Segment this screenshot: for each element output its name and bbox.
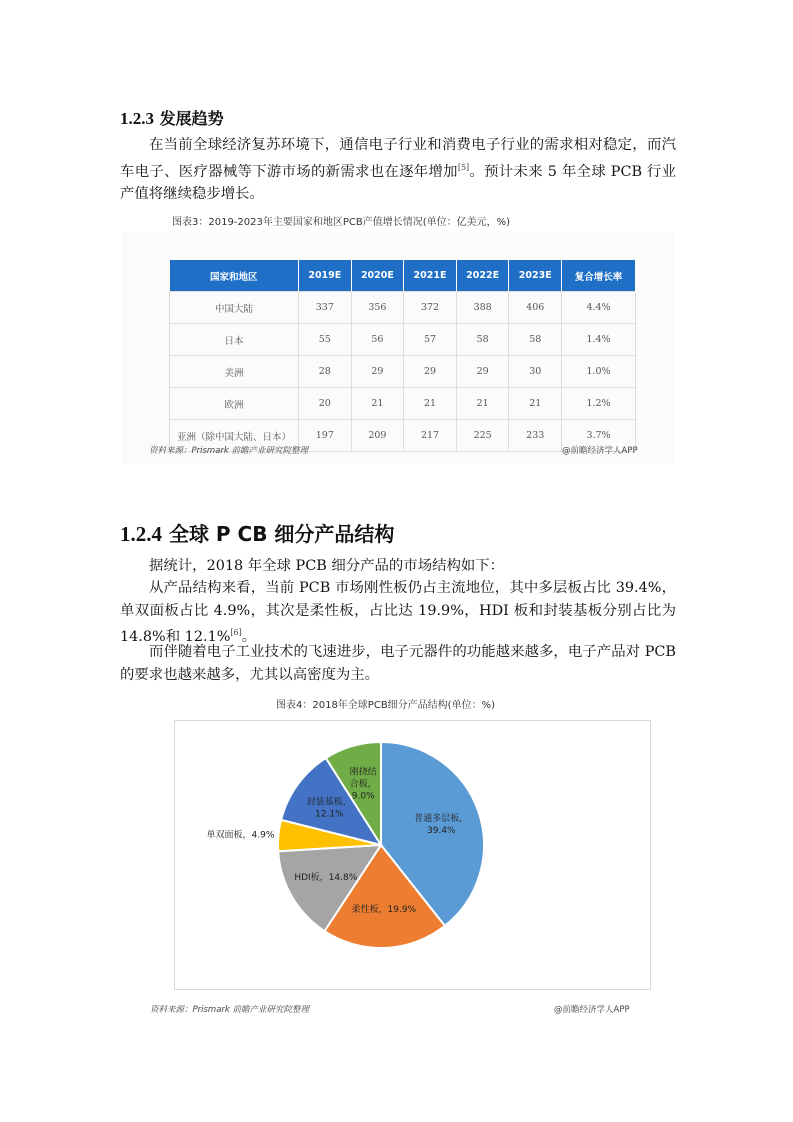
paragraph-text: 在当前全球经济复苏环境下，通信电子行业和消费电子行业的需求相对稳定，而汽车电子、医疗器械等下游市场的新需求也在逐年增加 [120,137,676,180]
paragraph-high-density: 而伴随着电子工业技术的飞速进步，电子元器件的功能越来越多，电子产品对 PCB 的要求也越来越多，尤其以高密度为主。 [120,644,676,683]
table-header-cell: 2022E [456,260,509,292]
table-cell: 1.2% [562,388,636,420]
table-cell: 337 [299,292,352,324]
table-cell: 日本 [170,324,299,356]
table-header-cell: 国家和地区 [170,260,299,292]
figure4-source: 资料来源：Prismark 前瞻产业研究院整理 [150,1005,310,1015]
reference-mark: [5] [457,162,470,172]
table-cell: 225 [456,420,509,452]
table-cell: 29 [456,356,509,388]
paragraph-statistics: 据统计，2018 年全球 PCB 细分产品的市场结构如下： [149,558,505,574]
paragraph-development-trend [120,134,676,205]
table-cell: 55 [299,324,352,356]
table-cell: 21 [404,388,457,420]
table-cell: 3.7% [562,420,636,452]
table-cell: 233 [509,420,562,452]
table-cell: 29 [351,356,404,388]
table-header-cell: 2020E [351,260,404,292]
section-heading-1-2-3 [120,106,224,129]
paragraph-text-end: 。预计未来 5 年全球 PCB 行业产值将继续稳步增长。 [120,163,676,202]
table-body [170,292,636,452]
figure3-brand: @前瞻经济学人APP [562,446,638,456]
table-cell: 209 [351,420,404,452]
figure4-brand: @前瞻经济学人APP [554,1005,630,1015]
table-cell: 56 [351,324,404,356]
section-title: 全球 P CB 细分产品结构 [168,522,395,546]
table-cell: 21 [351,388,404,420]
table-header-cell: 2019E [299,260,352,292]
pie-svg [175,721,650,989]
table-cell: 372 [404,292,457,324]
table-cell: 217 [404,420,457,452]
table-cell: 30 [509,356,562,388]
pcb-output-table [169,260,636,452]
section-number: 1.2.3 [120,109,154,128]
table-cell: 58 [509,324,562,356]
pie-data-label: 刚挠结合板， 9.0% [349,767,377,802]
figure3-source: 资料来源：Prismark 前瞻产业研究院整理 [149,446,309,456]
table-row [170,292,636,324]
section-number: 1.2.4 [120,522,162,546]
table-cell: 亚洲（除中国大陆、日本） [170,420,299,452]
table-cell: 21 [456,388,509,420]
table-cell: 197 [299,420,352,452]
table-cell: 1.4% [562,324,636,356]
paragraph-text: 从产品结构来看，当前 PCB 市场刚性板仍占主流地位，其中多层板占比 39.4%，单双面板占比 4.9%，其次是柔性板，占比达 19.9%，HDI 板和封装基板分别占比为 14.8%和 12.1% [120,580,676,645]
paragraph-product-structure [120,577,676,648]
pie-data-label: 柔性板，19.9% [351,904,417,915]
table-header-cell: 2021E [404,260,457,292]
table-cell: 中国大陆 [170,292,299,324]
pie-data-label: 单双面板，4.9% [206,830,275,841]
pie-data-label: HDI板，14.8% [294,873,358,883]
table-cell: 28 [299,356,352,388]
figure3-table-image [122,232,674,464]
table-cell: 58 [456,324,509,356]
table-cell: 4.4% [562,292,636,324]
table-cell: 406 [509,292,562,324]
table-cell: 20 [299,388,352,420]
section-title: 发展趋势 [159,109,224,128]
table-row [170,356,636,388]
figure4-title: 图表4：2018年全球PCB细分产品结构(单位：%) [276,700,495,711]
table-header-cell: 复合增长率 [562,260,636,292]
pie-data-label: 普通多层板， 39.4% [414,814,469,837]
paragraph-text-end: 。 [241,628,257,645]
table-cell: 388 [456,292,509,324]
table-header-cell: 2023E [509,260,562,292]
table-cell: 21 [509,388,562,420]
table-header-row [170,260,636,292]
table-cell: 欧洲 [170,388,299,420]
table-cell: 1.0% [562,356,636,388]
table-cell: 356 [351,292,404,324]
pie-data-label: 封装基板， 12.1% [306,797,352,820]
section-heading-1-2-4 [120,518,394,547]
reference-mark: [6] [230,628,242,637]
figure4-pie-chart [122,716,674,1015]
table-cell: 57 [404,324,457,356]
chart-frame [174,720,651,990]
table-row [170,324,636,356]
table-row [170,388,636,420]
table-cell: 29 [404,356,457,388]
table-cell: 美洲 [170,356,299,388]
figure3-title: 图表3：2019-2023年主要国家和地区PCB产值增长情况(单位：亿美元，%) [172,217,511,228]
